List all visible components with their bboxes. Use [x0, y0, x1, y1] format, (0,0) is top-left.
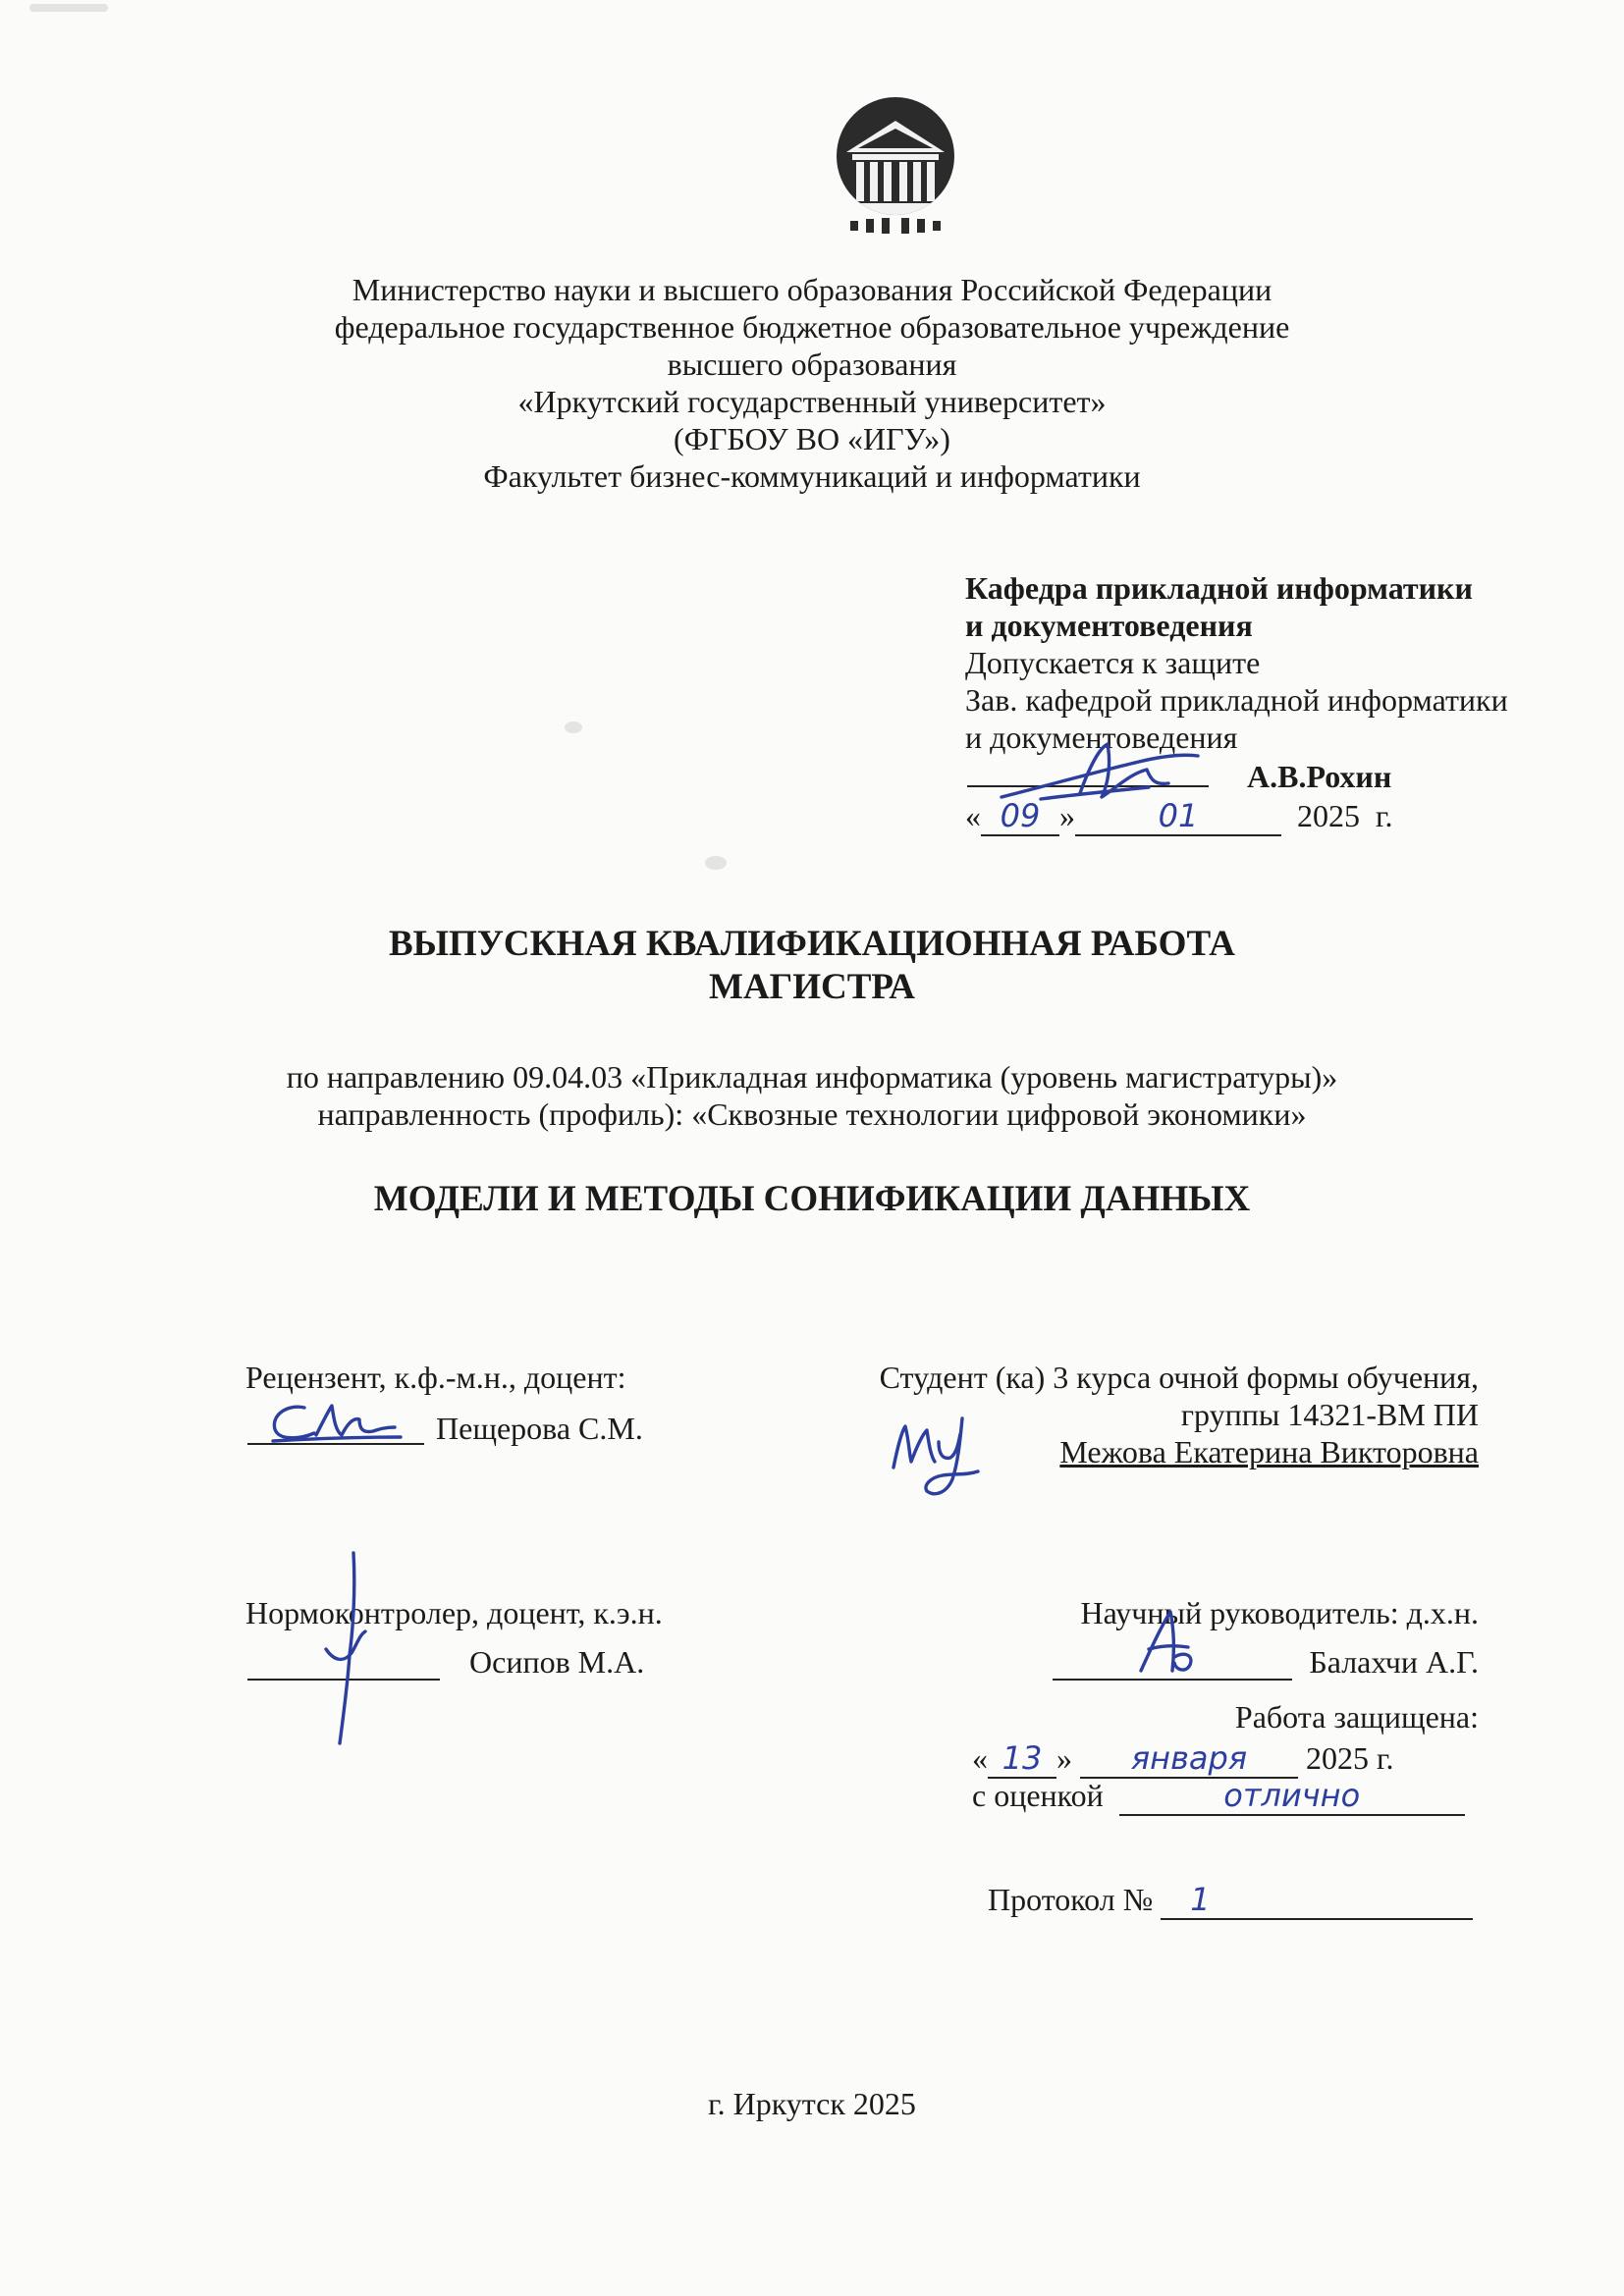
defense-grade [972, 1777, 1465, 1816]
study-profile: направленность (профиль): «Сквозные технологии цифровой экономики» [317, 1096, 1307, 1132]
supervisor-signature-icon [1119, 1598, 1218, 1686]
head-name: А.В.Рохин [1247, 759, 1392, 794]
faculty-name: Факультет бизнес-коммуникаций и информатики [483, 458, 1141, 494]
defense-label: Работа защищена: [1234, 1699, 1479, 1735]
ministry-line: Министерство науки и высшего образования Российской Федерации [352, 272, 1272, 307]
reviewer-name: Пещерова С.М. [436, 1411, 643, 1446]
study-direction: по направлению 09.04.03 «Прикладная информатика (уровень магистратуры)» [286, 1059, 1338, 1095]
approval-month: 01 [1075, 797, 1281, 836]
university-name: «Иркутский государственный университет» [517, 384, 1107, 419]
work-type-line-2: МАГИСТРА [709, 967, 915, 1007]
department-line-1: Кафедра прикладной информатики [965, 570, 1473, 606]
approval-day: 09 [981, 797, 1059, 836]
head-title-line-1: Зав. кафедрой прикладной информатики [965, 682, 1508, 718]
grade-label: с оценкой [972, 1778, 1104, 1813]
scan-smudge [705, 856, 727, 870]
normcontrol-signature-icon [314, 1547, 383, 1753]
defense-year: 2025 г. [1306, 1740, 1394, 1776]
defense-day: 13 [988, 1739, 1056, 1779]
student-role: Студент (ка) 3 курса очной формы обучения, [879, 1360, 1479, 1395]
student-signature-icon [884, 1399, 992, 1507]
grade-value: отлично [1119, 1777, 1465, 1816]
defense-quote-open: « [972, 1740, 988, 1776]
reviewer-role: Рецензент, к.ф.-м.н., доцент: [245, 1360, 626, 1395]
defense-month: января [1080, 1739, 1298, 1779]
student-group: группы 14321-ВМ ПИ [1180, 1397, 1479, 1432]
admitted-to-defense: Допускается к защите [965, 645, 1261, 680]
normcontrol-name: Осипов М.А. [469, 1644, 645, 1680]
work-type-line-1: ВЫПУСКНАЯ КВАЛИФИКАЦИОННАЯ РАБОТА [388, 924, 1236, 964]
approval-date [965, 797, 1393, 836]
education-level-line: высшего образования [667, 347, 957, 382]
scan-smudge [29, 4, 108, 12]
defense-quote-close: » [1056, 1740, 1072, 1776]
reviewer-signature-icon [257, 1394, 405, 1453]
date-quote-close: » [1059, 798, 1075, 833]
institution-type-line: федеральное государственное бюджетное образовательное учреждение [334, 309, 1290, 345]
approval-year-suffix: г. [1376, 798, 1393, 833]
scan-smudge [565, 721, 582, 733]
protocol-label: Протокол № [988, 1882, 1154, 1917]
protocol-number: 1 [1161, 1881, 1473, 1920]
city-year: г. Иркутск 2025 [708, 2086, 916, 2121]
university-emblem-icon [833, 93, 958, 240]
thesis-title: МОДЕЛИ И МЕТОДЫ СОНИФИКАЦИИ ДАННЫХ [373, 1179, 1251, 1219]
student-name: Межова Екатерина Викторовна [1059, 1434, 1479, 1469]
department-line-2: и документоведения [965, 608, 1253, 643]
supervisor-name: Балахчи А.Г. [1309, 1644, 1479, 1680]
protocol [988, 1881, 1473, 1920]
university-abbreviation: (ФГБОУ ВО «ИГУ») [674, 421, 950, 456]
defense-date [972, 1739, 1394, 1779]
supervisor-role: Научный руководитель: д.х.н. [1080, 1595, 1479, 1630]
date-quote-open: « [965, 798, 981, 833]
approval-year: 2025 [1297, 798, 1360, 833]
normcontrol-role: Нормоконтролер, доцент, к.э.н. [245, 1595, 663, 1630]
head-title-line-2: и документоведения [965, 720, 1238, 755]
